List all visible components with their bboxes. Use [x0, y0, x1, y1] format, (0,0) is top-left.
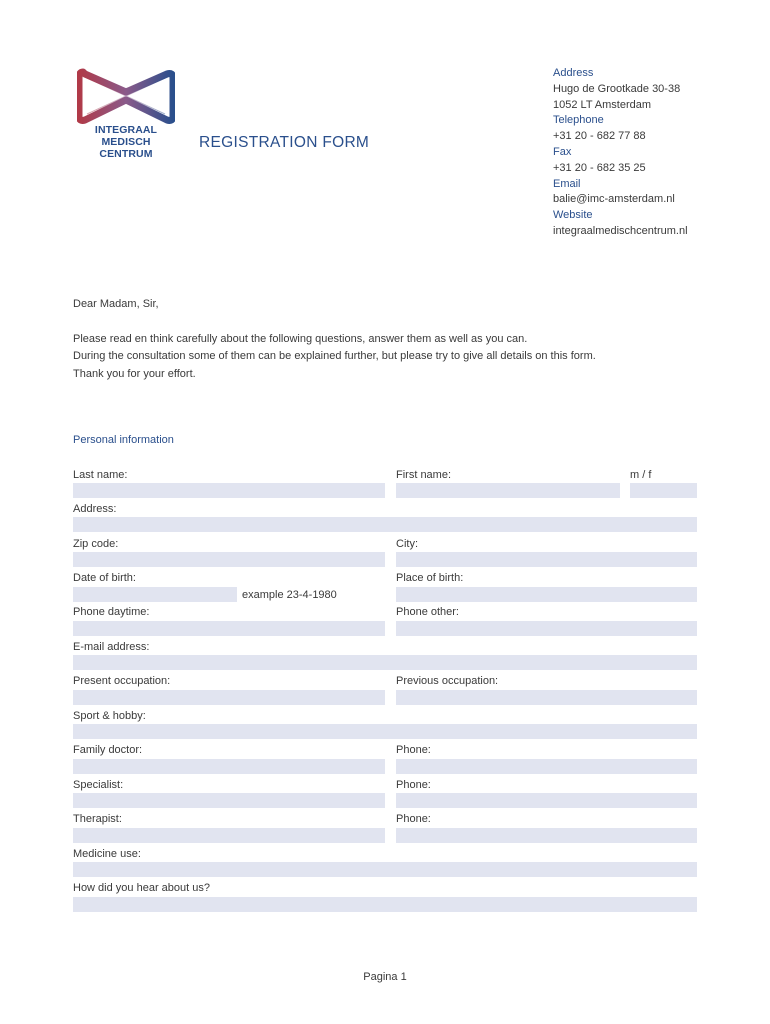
city-label: City: — [396, 538, 418, 550]
phone-other-input[interactable] — [396, 621, 697, 636]
address-label: Address — [553, 67, 594, 79]
phone-daytime-input[interactable] — [73, 621, 385, 636]
email-address-label: E-mail address: — [73, 641, 150, 653]
fax-label: Fax — [553, 145, 572, 158]
logo — [74, 68, 178, 160]
telephone-label: Telephone — [553, 114, 604, 127]
logo-text-line2: MEDISCH CENTRUM — [99, 136, 153, 160]
family-doctor-input[interactable] — [73, 759, 385, 774]
intro-line-1: Please read en think carefully about the following questions, answer them as well as you can. — [73, 332, 528, 345]
address-line1: Hugo de Grootkade 30-38 — [553, 82, 681, 95]
email-label: Email — [553, 177, 581, 190]
city-input[interactable] — [396, 552, 697, 567]
place-of-birth-label: Place of birth: — [396, 572, 464, 584]
present-occupation-label: Present occupation: — [73, 675, 171, 687]
therapist-input[interactable] — [73, 828, 385, 843]
page-number: Pagina 1 — [363, 971, 407, 983]
address-label-field: Address: — [73, 503, 117, 515]
contact-block — [553, 66, 688, 240]
zip-code-label: Zip code: — [73, 538, 119, 550]
date-of-birth-input[interactable] — [73, 587, 237, 602]
website-value[interactable]: integraalmedischcentrum.nl — [553, 224, 688, 237]
place-of-birth-input[interactable] — [396, 587, 697, 602]
specialist-phone-input[interactable] — [396, 793, 697, 808]
address-line2: 1052 LT Amsterdam — [553, 98, 652, 111]
family-doctor-phone-input[interactable] — [396, 759, 697, 774]
family-doctor-phone-label: Phone: — [396, 744, 431, 756]
page-title: REGISTRATION FORM — [199, 134, 370, 151]
last-name-label: Last name: — [73, 469, 128, 481]
intro-line-3: Thank you for your effort. — [73, 367, 196, 380]
gender-input[interactable] — [630, 483, 697, 498]
intro-letter — [73, 296, 596, 383]
logo-text-line1: INTEGRAAL — [94, 124, 158, 136]
first-name-input[interactable] — [396, 483, 620, 498]
date-of-birth-label: Date of birth: — [73, 572, 136, 584]
sport-hobby-label: Sport & hobby: — [73, 710, 146, 722]
specialist-input[interactable] — [73, 793, 385, 808]
therapist-phone-input[interactable] — [396, 828, 697, 843]
last-name-input[interactable] — [73, 483, 385, 498]
heard-about-us-label: How did you hear about us? — [73, 882, 210, 894]
heard-about-us-input[interactable] — [73, 897, 697, 912]
fax-value: +31 20 - 682 35 25 — [553, 161, 646, 174]
email-value[interactable]: balie@imc-amsterdam.nl — [553, 193, 675, 206]
family-doctor-label: Family doctor: — [73, 744, 143, 756]
date-of-birth-example: example 23-4-1980 — [242, 589, 337, 601]
medicine-use-label: Medicine use: — [73, 848, 141, 860]
previous-occupation-label: Previous occupation: — [396, 675, 499, 687]
first-name-label: First name: — [396, 469, 452, 481]
previous-occupation-input[interactable] — [396, 690, 697, 705]
zip-code-input[interactable] — [73, 552, 385, 567]
specialist-phone-label: Phone: — [396, 779, 431, 791]
address-input[interactable] — [73, 517, 697, 532]
website-label: Website — [553, 209, 593, 222]
therapist-label: Therapist: — [73, 813, 122, 825]
therapist-phone-label: Phone: — [396, 813, 431, 825]
section-title-personal-info: Personal information — [73, 434, 174, 446]
specialist-label: Specialist: — [73, 779, 124, 791]
phone-other-label: Phone other: — [396, 606, 459, 618]
greeting: Dear Madam, Sir, — [73, 298, 159, 310]
sport-hobby-input[interactable] — [73, 724, 697, 739]
present-occupation-input[interactable] — [73, 690, 385, 705]
email-address-input[interactable] — [73, 655, 697, 670]
bowtie-logo-icon — [77, 68, 175, 124]
phone-daytime-label: Phone daytime: — [73, 606, 150, 618]
intro-line-2: During the consultation some of them can be explained further, but please try to give all details on this form. — [73, 350, 596, 362]
gender-label: m / f — [630, 469, 652, 481]
telephone-value: +31 20 - 682 77 88 — [553, 130, 646, 143]
medicine-use-input[interactable] — [73, 862, 697, 877]
